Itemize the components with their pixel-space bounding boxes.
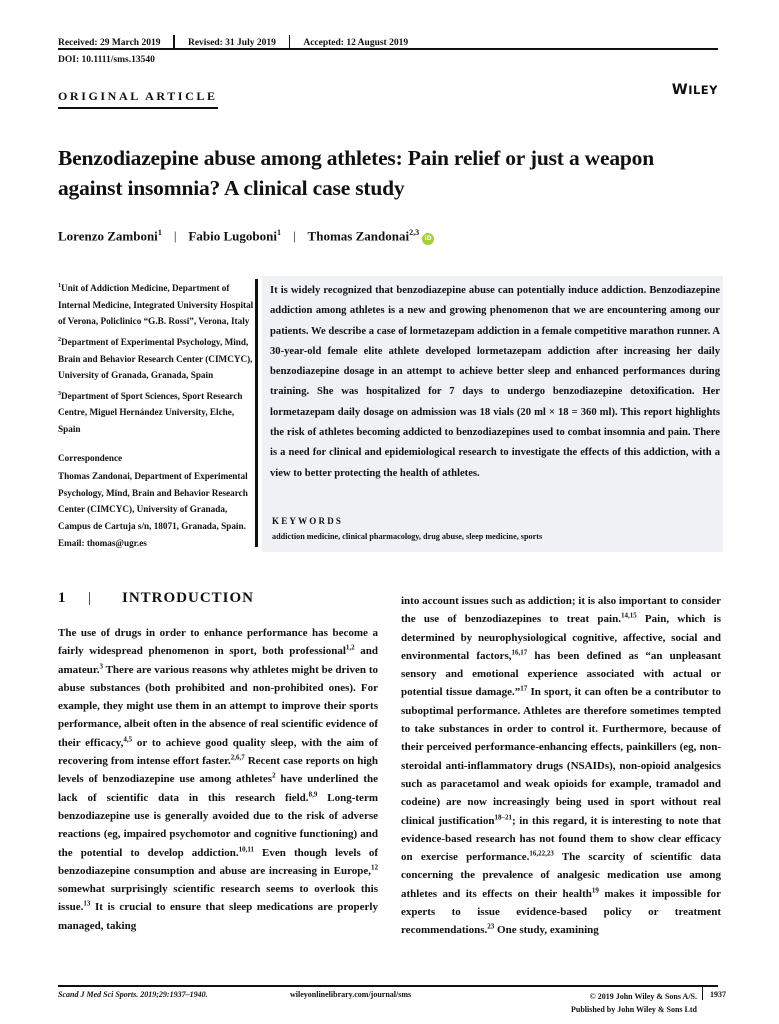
copyright-line: © 2019 John Wiley & Sons A/S. (589, 992, 697, 1001)
published-by: Published by John Wiley & Sons Ltd (571, 1005, 697, 1014)
citation-ref[interactable]: 10,11 (238, 844, 254, 853)
citation-ref[interactable]: 17 (520, 684, 528, 693)
correspondence-heading: Correspondence (58, 452, 123, 463)
page-number: 1937 (710, 990, 726, 999)
citation-ref[interactable]: 1,2 (345, 643, 355, 652)
citation-ref[interactable]: 19 (591, 886, 599, 895)
section-separator: | (88, 590, 93, 606)
column-divider (255, 279, 258, 547)
body-column-right: into account issues such as addiction; it is also important to consider the use of benzodiazepines to treat pain.$^{14,15}$ Pain, which is determined by neurophysiological cognitive, affective, social and environmental factors,$^{16,17}$ has been defined as “an unpleasant sensory and emotional experience associated with actual or potential tissue damage.”$^{17}$ In sport, it can often be a contributor to suboptimal performance. Athletes are therefore sometimes tempted to take substances in order to control it. Furthermore, because of their perceived performance-enhancing effects, painkillers (eg, non-steroidal anti-inflammatory drugs (NSAIDs), non-opioid analgesics such as paracetamol and weak opioids for example, tramadol and codeine) are now increasingly being used in sport without real clinical justification$^{18-21}$; in this regard, it is interesting to note that evidence-based research has not found them to show clear efficacy on exercise performance.$^{16,22,23}$ The scarcity of scientific data concerning the prevalence of analgesic medication use among athletes and its effects on their health$^{19}$ makes it impossible for experts to issue evidence-based policy or treatment recommendations.$^{23}$ One study, examining (401, 595, 722, 937)
copyright (571, 990, 697, 1016)
author-list (58, 228, 434, 245)
author-separator: | (173, 228, 177, 244)
abstract-text: It is widely recognized that benzodiazepine abuse can potentially induce addiction. Benzodiazepine addiction among athletes is a new and growing phenomenon that we are encountering among our patients. We describe a case of lormetazepam addiction in a female competitive marathon runner. A 30-year-old female elite athlete developed lormetazepam addiction after increasing her daily benzodiazepine dosage in an attempt to achieve better sleep and enhanced performances during training. She was hospitalized for 7 days to undergo benzodiazepine detoxification. Her lormetazepam daily dosage on admission was 18 vials (20 ml × 18 = 360 ml). This report highlights the risk of athletes becoming addicted to benzodiazepines used to combat insomnia and pain. There is a need for clinical and epidemiological research to investigate the effects of this addiction, with a view to better protecting the health of athletes. (270, 285, 720, 479)
article-title: Benzodiazepine abuse among athletes: Pain relief or just a weapon against insomnia? A clinical case study (58, 146, 654, 200)
citation-ref[interactable]: 12 (371, 863, 378, 872)
citation-ref[interactable]: 18–21 (494, 812, 512, 821)
author[interactable]: Fabio Lugoboni$^1$ (188, 228, 281, 244)
citation-ref[interactable]: 23 (487, 922, 495, 931)
citation-ref[interactable]: 4,5 (123, 735, 133, 744)
citation-ref[interactable]: 8,9 (308, 790, 318, 799)
section-heading (58, 590, 254, 607)
author[interactable]: Lorenzo Zamboni$^1$ (58, 228, 162, 244)
correspondence-text: Thomas Zandonai, Department of Experimental Psychology, Mind, Brain and Behavior Research Center (CIMCYC), University of Granada, Campus de Cartuja s/n, 18071, Granada, Spain. Email: thomas@ugr.es (58, 471, 248, 548)
citation-ref[interactable]: 16,22,23 (529, 849, 554, 858)
citation-ref[interactable]: 16,17 (511, 648, 528, 657)
affiliation: $^3$Department of Sport Sciences, Sport Research Centre, Miguel Hernández University, Elche, Spain (58, 390, 243, 434)
doi[interactable]: DOI: 10.1111/sms.13540 (58, 55, 155, 65)
footer-divider (702, 986, 703, 1000)
author[interactable]: Thomas Zandonai$^{2,3}$ (307, 228, 420, 244)
author-separator: | (292, 228, 296, 244)
section-number: 1 (58, 590, 67, 606)
journal-citation: Scand J Med Sci Sports. 2019;29:1937–1940. (58, 990, 208, 999)
footer-rule (58, 985, 718, 987)
affiliations (58, 278, 258, 551)
keywords-list: addiction medicine, clinical pharmacology, drug abuse, sleep medicine, sports (272, 532, 543, 541)
citation-ref[interactable]: 14,15 (620, 611, 637, 620)
accepted-date: Accepted: 12 August 2019 (303, 37, 409, 48)
publisher-logo: WILEY (671, 82, 718, 98)
citation-ref[interactable]: 2 (272, 771, 276, 780)
correspondence-email[interactable]: Email: thomas@ugr.es (58, 537, 147, 548)
header-rule (58, 48, 718, 50)
received-date: Received: 29 March 2019 (58, 37, 161, 48)
citation-ref[interactable]: 13 (83, 899, 91, 908)
keywords-heading: KEYWORDS (272, 516, 344, 526)
citation-ref[interactable]: 2,6,7 (230, 753, 245, 762)
revised-date: Revised: 31 July 2019 (187, 37, 276, 48)
section-title: INTRODUCTION (122, 590, 255, 606)
article-type: ORIGINAL ARTICLE (58, 89, 218, 109)
orcid-icon[interactable]: iD (422, 233, 434, 245)
citation-ref[interactable]: 3 (99, 661, 103, 670)
affiliation: $^2$Department of Experimental Psychology, Mind, Brain and Behavior Research Center (CIMCYC), University of Granada, Granada, Spain (58, 336, 253, 381)
affiliation: $^1$Unit of Addiction Medicine, Department of Internal Medicine, Integrated University Hospital of Verona, Policlinico “G.B. Rossi”, Verona, Italy (58, 283, 254, 327)
abstract-box (262, 276, 723, 552)
body-column-left: The use of drugs in order to enhance performance has become a fairly widespread phenomenon in sport, both professional$^{1,2}$ and amateur.$^3$ There are various reasons why athletes might be driven to abuse substances (both prohibited and non-prohibited ones). For example, they might use them in an attempt to improve their sports performance, albeit often in the absence of real scientific evidence of their efficacy,$^{4,5}$ or to achieve good quality sleep, with the aim of recovering from intense effort faster.$^{2,6,7}$ Recent case reports on high levels of benzodiazepine use among athletes$^2$ have underlined the lack of scientific data in this research field.$^{8,9}$ Long-term benzodiazepine use is generally avoided due to the risk of adverse reactions (eg, impaired psychomotor and cognitive functioning) and the potential to develop addiction.$^{10,11}$ Even though levels of benzodiazepine consumption and abuse are increasing in Europe,$^{12}$ somewhat surprisingly scientific research seems to overlook this issue.$^{13}$ It is crucial to ensure that sleep medications are properly managed, taking (58, 627, 379, 932)
journal-url[interactable]: wileyonlinelibrary.com/journal/sms (290, 990, 412, 999)
